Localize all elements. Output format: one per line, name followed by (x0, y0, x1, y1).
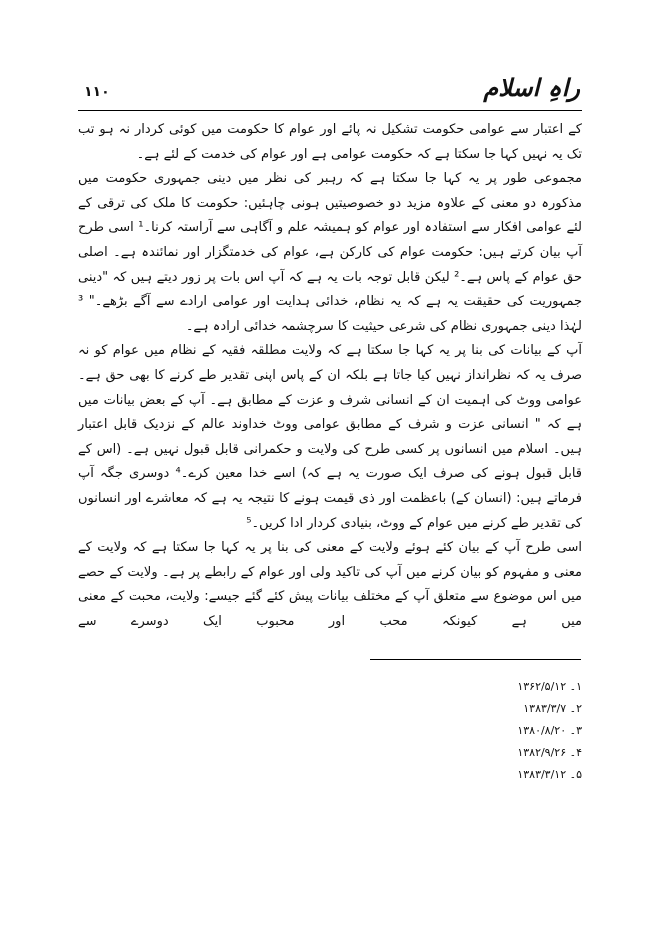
paragraph: اسی طرح آپ کے بیان کئے ہوئے ولایت کے معنی کی بنا پر یہ کہا جا سکتا ہے کہ ولایت کے معنی و مفہوم کو بیان کرنے میں آپ کی تاکید ولی اور عوام کے رابطے پر ہے۔ ولایت کے حصے میں اس موضوع سے متعلق آپ کے مختلف بیانات پیش کئے گئے جیسے: ولایت، محبت کے معنی میں ہے کیونکہ محب اور محبوب ایک دوسرے سے (78, 540, 582, 629)
footnote-divider (370, 659, 581, 660)
journal-title: راہِ اسلام (483, 74, 580, 102)
footnote: ۳۔ ۱۳۸۰/۸/۲۰ (517, 724, 582, 737)
page-number: ۱۱۰ (84, 84, 110, 100)
paragraph: مجموعی طور پر یہ کہا جا سکتا ہے کہ رہبر کی نظر میں دینی جمہوری حکومت میں مذکورہ دو معنی کے علاوہ مزید دو خصوصیتیں ہونی چاہئیں: حکومت کا ملک کی ترقی کے لئے عوامی افکار سے استفادہ اور عوام کو ہمیشہ علم و آگاہی سے آراستہ کرنا۔¹ اسی طرح آپ بیان کرتے ہیں: حکومت عوام کی کارکن ہے، عوام کی خدمتگزار اور نمائندہ ہے۔ اصلی حق عوام کے پاس ہے۔² لیکن قابل توجہ بات یہ ہے کہ آپ اس بات پر زور دیتے ہیں کہ "دینی جمہوریت کی حقیقت یہ ہے کہ یہ نظام، خدائی ہدایت اور عوامی ارادے سے آگے بڑھے۔" ³ لہٰذا دینی جمہوری نظام کی شرعی حیثیت کا سرچشمہ خدائی ارادہ ہے۔ (78, 171, 583, 334)
header-divider (78, 110, 582, 111)
body-text (78, 118, 582, 634)
footnote: ۲۔ ۱۳۸۳/۳/۷ (523, 702, 582, 715)
footnote: ۱۔ ۱۳۶۲/۵/۱۲ (517, 680, 582, 693)
footnote: ۴۔ ۱۳۸۲/۹/۲۶ (517, 746, 582, 759)
paragraph: کے اعتبار سے عوامی حکومت تشکیل نہ پائے اور عوام کا حکومت میں کوئی کردار نہ ہو تب تک یہ نہیں کہا جا سکتا ہے کہ حکومت عوامی ہے اور عوام کی خدمت کے لئے ہے۔ (78, 122, 582, 162)
page-header (80, 74, 580, 110)
paragraph: آپ کے بیانات کی بنا پر یہ کہا جا سکتا ہے کہ ولایت مطلقہ فقیہ کے نظام میں عوام کو نہ صرف یہ کہ نظرانداز نہیں کیا جاتا ہے بلکہ ان کے پاس اپنی تقدیر طے کرنے کا بھی حق ہے۔ عوامی ووٹ کی اہمیت ان کے انسانی شرف و عزت کے مطابق ہے۔ آپ کے بعض بیانات میں ہے کہ " انسانی عزت و شرف کے مطابق عوامی ووٹ خداوند عالم کے نزدیک قابل اعتبار ہیں۔ اسلام میں انسانوں پر کسی طرح کی ولایت و حکمرانی قابل قبول نہیں ہے۔ (اس کے قابل قبول ہونے کی صرف ایک صورت یہ ہے کہ) اسے خدا معین کرے۔⁴ دوسری جگہ آپ فرماتے ہیں: (انسان کے) باعظمت اور ذی قیمت ہونے کا نتیجہ یہ ہے کہ معاشرے اور انسانوں کی تقدیر طے کرنے میں عوام کے ووٹ، بنیادی کردار ادا کریں۔⁵ (78, 343, 582, 531)
footnote: ۵۔ ۱۳۸۳/۳/۱۲ (517, 768, 582, 781)
footnotes (517, 676, 582, 786)
